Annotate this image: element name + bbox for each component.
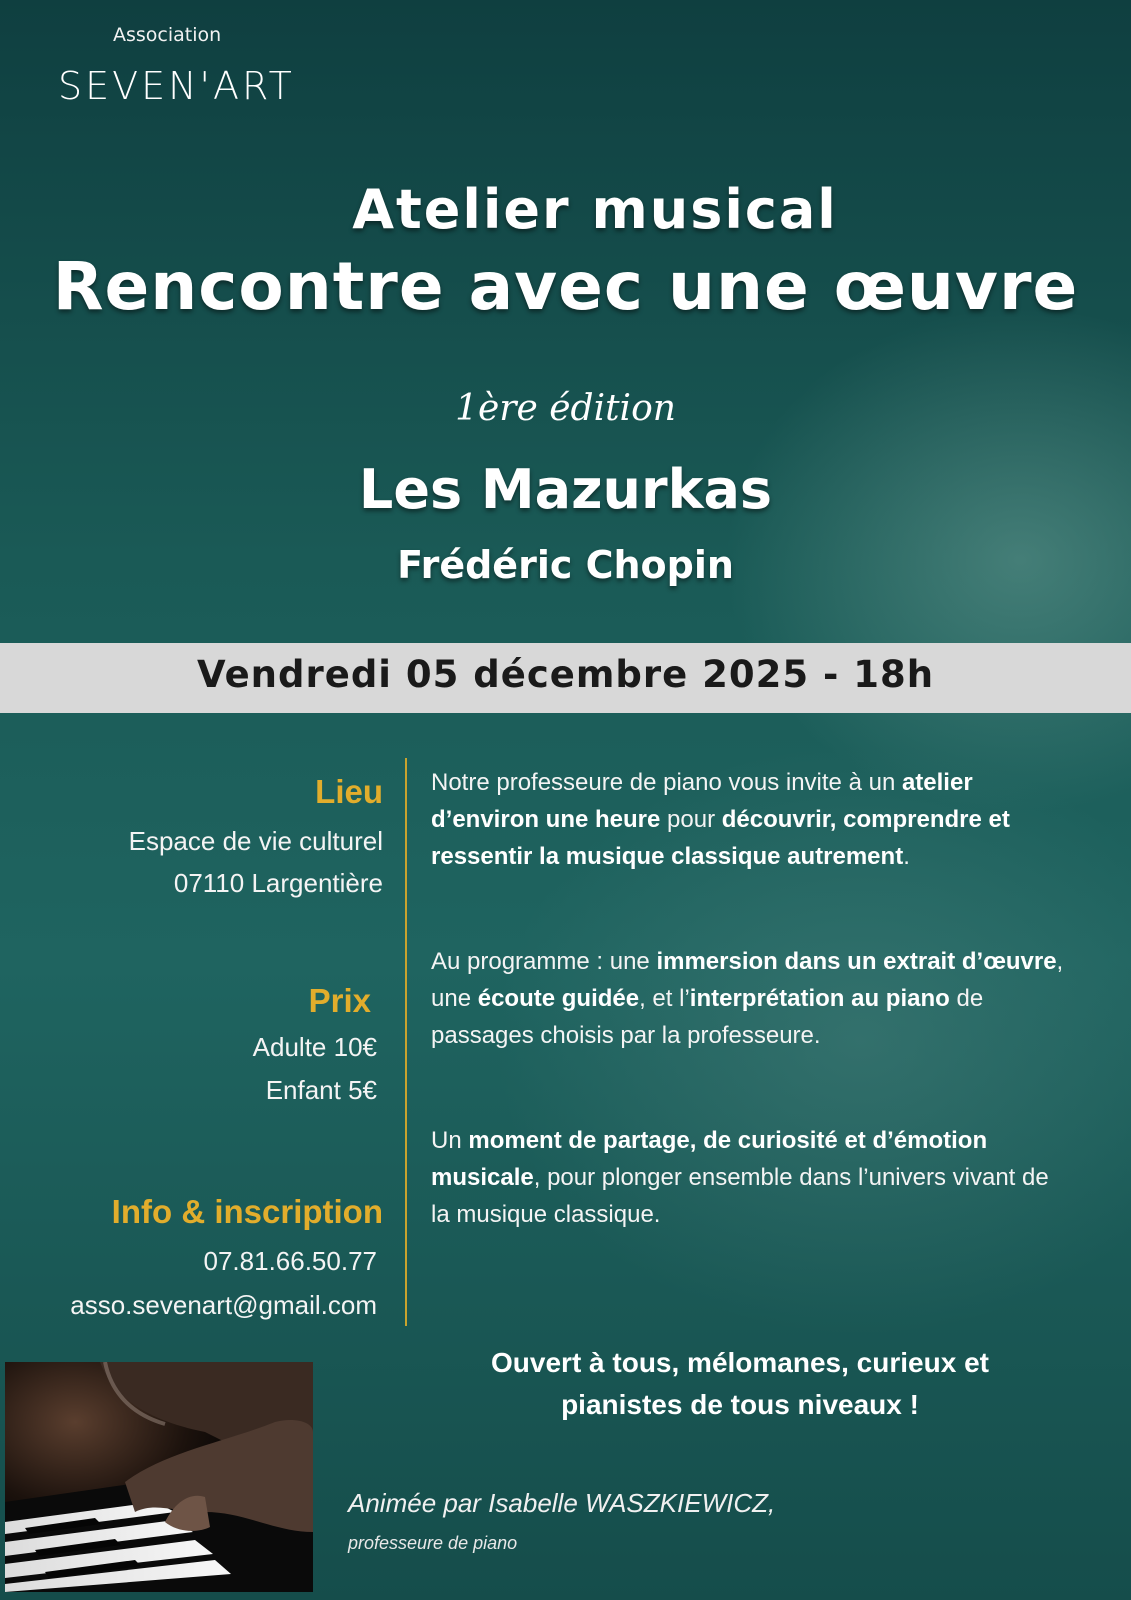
association-label: Association bbox=[113, 24, 222, 46]
composer-name: Frédéric Chopin bbox=[397, 543, 734, 587]
emphasis-text: immersion dans un extrait d’œuvre bbox=[656, 948, 1057, 975]
body-text: Au programme : une bbox=[431, 948, 657, 975]
prix-adulte: Adulte 10€ bbox=[252, 1032, 377, 1062]
emphasis-text: atelier d’environ une heure bbox=[431, 769, 973, 833]
emphasis-text: écoute guidée bbox=[477, 985, 640, 1012]
prix-heading: Prix bbox=[308, 982, 371, 1019]
body-text: , une bbox=[431, 948, 1064, 1012]
body-text: Notre professeure de piano vous invite à un bbox=[431, 769, 902, 796]
piano-photo bbox=[5, 1362, 313, 1592]
title-line1: Atelier musical bbox=[352, 178, 838, 241]
work-title: Les Mazurkas bbox=[358, 458, 773, 521]
emphasis-text: découvrir, comprendre et ressentir la musique classique autrement bbox=[431, 806, 1010, 870]
phone-number[interactable]: 07.81.66.50.77 bbox=[203, 1246, 377, 1276]
body-text: , et l’ bbox=[639, 985, 690, 1012]
description-paragraph-1 bbox=[431, 764, 1071, 875]
edition-label: 1ère édition bbox=[455, 388, 676, 429]
piano-hand-illustration bbox=[5, 1362, 313, 1592]
lieu-line1: Espace de vie culturel bbox=[128, 826, 383, 856]
date-text: Vendredi 05 décembre 2025 - 18h bbox=[196, 653, 935, 696]
info-heading: Info & inscription bbox=[111, 1193, 383, 1230]
description-paragraph-3 bbox=[431, 1122, 1071, 1233]
body-text: , pour plonger ensemble dans l’univers vivant de la musique classique. bbox=[431, 1164, 1049, 1228]
body-text: de passages choisis par la professeure. bbox=[431, 985, 984, 1049]
lieu-heading: Lieu bbox=[315, 773, 383, 810]
emphasis-text: moment de partage, de curiosité et d’émotion musicale bbox=[431, 1127, 988, 1191]
email-address[interactable]: asso.sevenart@gmail.com bbox=[70, 1290, 377, 1320]
prix-enfant: Enfant 5€ bbox=[265, 1075, 377, 1105]
host-line: Animée par Isabelle WASZKIEWICZ, bbox=[348, 1488, 776, 1518]
open-to-all-text: Ouvert à tous, mélomanes, curieux et pianistes de tous niveaux ! bbox=[491, 1347, 989, 1420]
sevenart-logo: SEVEN'ART bbox=[58, 64, 295, 108]
lieu-line2: 07110 Largentière bbox=[173, 868, 383, 898]
description-paragraph-2 bbox=[431, 943, 1071, 1054]
emphasis-text: interprétation au piano bbox=[689, 985, 950, 1012]
body-text: . bbox=[903, 843, 910, 870]
body-text: Un bbox=[431, 1127, 469, 1154]
host-role: professeure de piano bbox=[348, 1533, 518, 1553]
column-divider bbox=[405, 758, 407, 1326]
title-line2: Rencontre avec une œuvre bbox=[52, 248, 1079, 325]
body-text: pour bbox=[660, 806, 722, 833]
